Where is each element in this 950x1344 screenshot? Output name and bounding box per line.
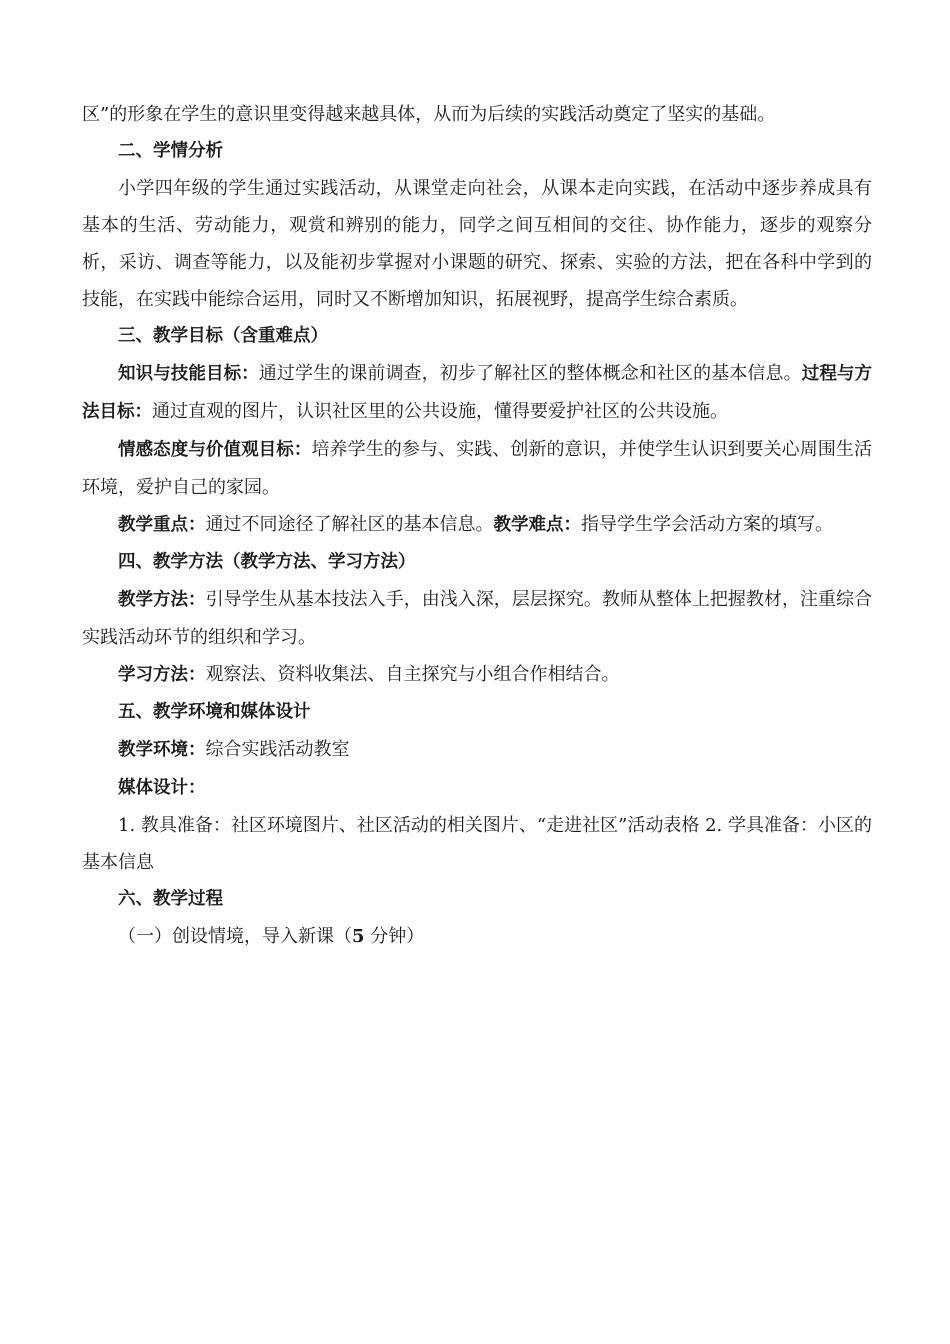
intro-paragraph: 区”的形象在学生的意识里变得越来越具体，从而为后续的实践活动奠定了坚实的基础。 [82, 104, 776, 125]
process-goal-text: 通过直观的图片，认识社区里的公共设施，懂得要爱护社区的公共设施。 [152, 401, 728, 422]
section-heading-environment-media: 五、教学环境和媒体设计 [118, 702, 311, 722]
knowledge-goal-label: 知识与技能目标： [118, 364, 259, 384]
emotion-goal-label: 情感态度与价值观目标： [118, 440, 312, 460]
learning-method-label: 学习方法： [118, 665, 206, 685]
section-heading-teaching-goals: 三、教学目标（含重难点） [118, 326, 328, 346]
teaching-method-label: 教学方法： [118, 590, 206, 610]
environment-paragraph [82, 731, 872, 769]
section-heading-learner-analysis: 二、学情分析 [118, 141, 223, 161]
media-design-text: 1. 教具准备：社区环境图片、社区活动的相关图片、“走进社区”活动表格 2. 学具准备：小区的基本信息 [82, 815, 872, 873]
key-difficulty-paragraph [82, 506, 872, 544]
emotion-goal-text: 培养学生的参与、实践、创新的意识，并使学生认识到要关心周围生活环境，爱护自己的家园。 [82, 439, 873, 498]
process-step-1-text-b: 分钟） [364, 926, 425, 947]
section-heading-teaching-process: 六、教学过程 [118, 889, 223, 909]
key-point-label: 教学重点： [118, 515, 206, 535]
difficulty-text: 指导学生学会活动方案的填写。 [581, 514, 833, 535]
process-step-1 [82, 918, 872, 955]
process-goal-label: 过程与方法目标： [82, 364, 873, 422]
learner-analysis-paragraph: 小学四年级的学生通过实践活动，从课堂走向社会，从课本走向实践，在活动中逐步养成具有基本的生活、劳动能力，观赏和辨别的能力，同学之间互相间的交往、协作能力，逐步的观察分析，采访、调查等能力，以及能初步掌握对小课题的研究、探索、实验的方法，把在各科中学到的技能，在实践中能综合运用，同时又不断增加知识，拓展视野，提高学生综合素质。 [82, 178, 872, 310]
goals-paragraph [82, 355, 872, 431]
teaching-method-paragraph [82, 581, 872, 656]
process-step-1-minutes: 5 [352, 926, 365, 947]
media-design-label: 媒体设计： [118, 778, 206, 798]
learning-method-paragraph [82, 656, 872, 694]
knowledge-goal-text: 通过学生的课前调查，初步了解社区的整体概念和社区的基本信息。 [258, 363, 802, 384]
learning-method-text: 观察法、资料收集法、自主探究与小组合作相结合。 [205, 664, 620, 685]
environment-label: 教学环境： [118, 740, 206, 760]
document-page [82, 96, 872, 955]
process-step-1-text-a: （一）创设情境，导入新课（ [118, 926, 352, 947]
emotion-goal-paragraph [82, 431, 872, 506]
key-point-text: 通过不同途径了解社区的基本信息。 [205, 514, 494, 535]
section-heading-teaching-methods: 四、教学方法（教学方法、学习方法） [118, 552, 416, 572]
teaching-method-text: 引导学生从基本技法入手，由浅入深，层层探究。教师从整体上把握教材，注重综合实践活动环节的组织和学习。 [82, 589, 872, 648]
difficulty-label: 教学难点： [493, 515, 581, 535]
environment-text: 综合实践活动教室 [205, 739, 350, 760]
media-design-label-paragraph [82, 769, 872, 807]
